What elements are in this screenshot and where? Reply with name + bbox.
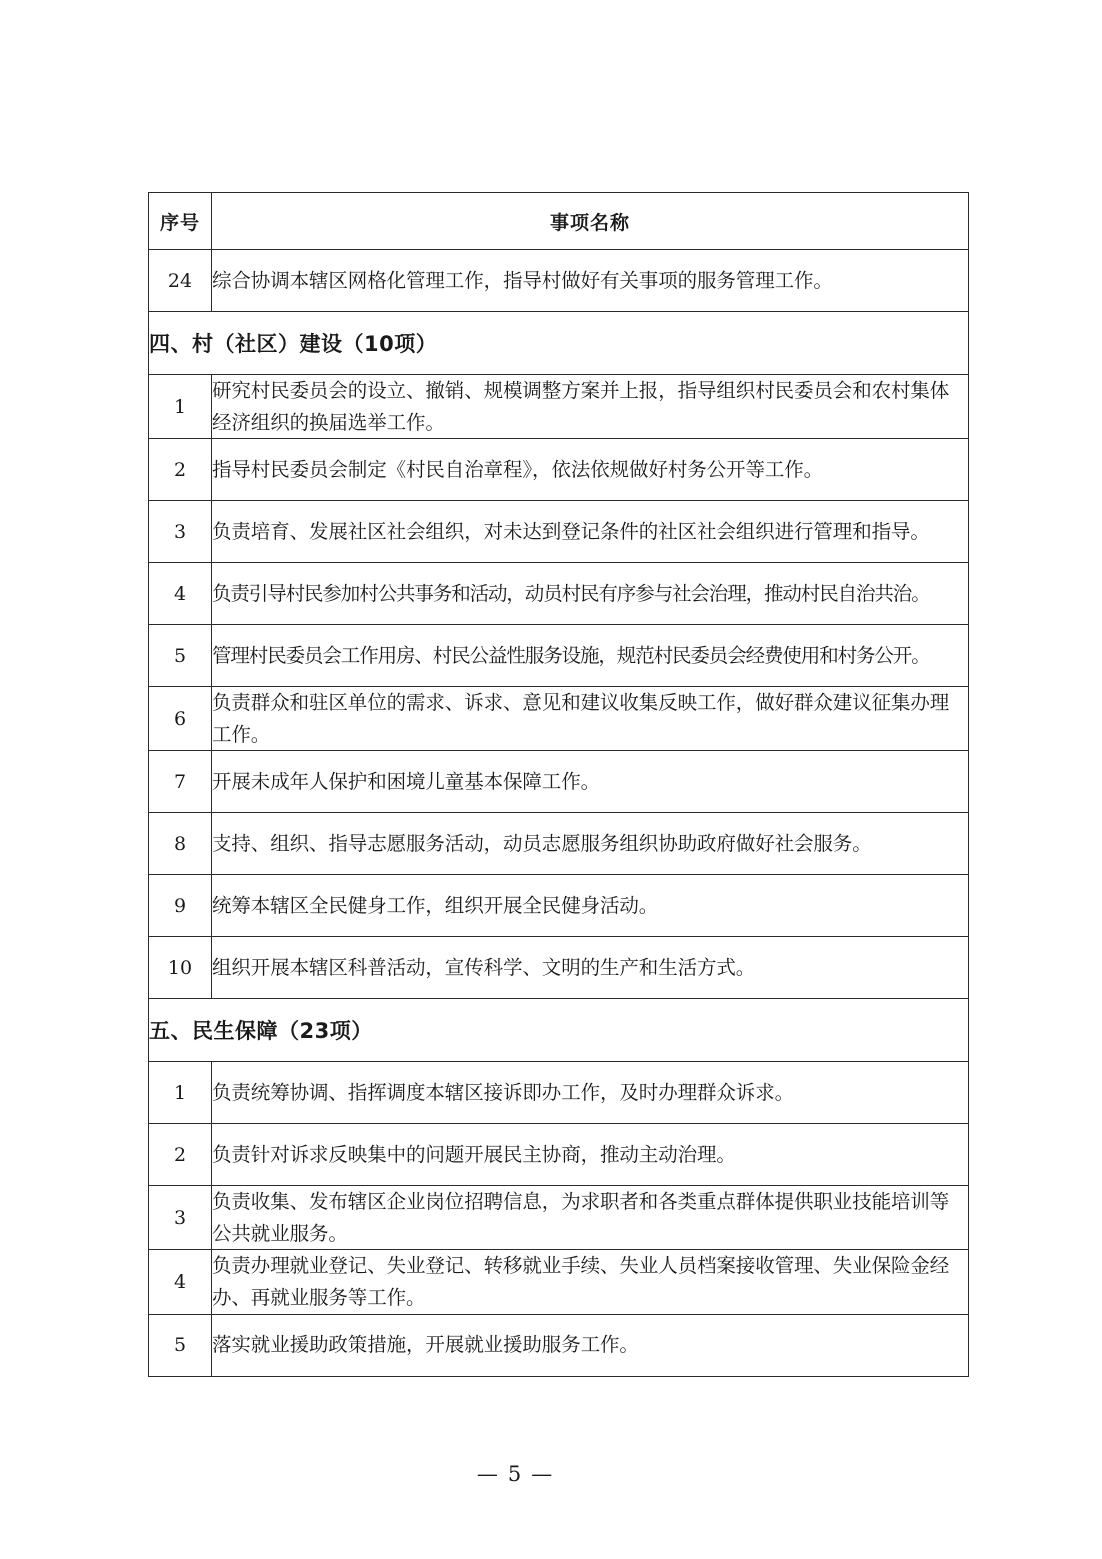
row-item-text: 负责引导村民参加村公共事务和活动，动员村民有序参与社会治理，推动村民自治共治。 bbox=[212, 563, 969, 625]
footer-dash-left: — bbox=[476, 1462, 501, 1486]
row-index-cell: 8 bbox=[149, 813, 212, 875]
row-item-text: 负责统筹协调、指挥调度本辖区接诉即办工作，及时办理群众诉求。 bbox=[212, 1062, 969, 1124]
row-item-text: 综合协调本辖区网格化管理工作，指导村做好有关事项的服务管理工作。 bbox=[212, 250, 969, 312]
row-item-text: 管理村民委员会工作用房、村民公益性服务设施，规范村民委员会经费使用和村务公开。 bbox=[212, 625, 969, 687]
row-item-text: 负责办理就业登记、失业登记、转移就业手续、失业人员档案接收管理、失业保险金经办、再就业服务等工作。 bbox=[212, 1250, 969, 1314]
table-row bbox=[149, 625, 969, 687]
row-index-cell: 10 bbox=[149, 937, 212, 999]
row-item-text: 负责收集、发布辖区企业岗位招聘信息，为求职者和各类重点群体提供职业技能培训等公共就业服务。 bbox=[212, 1186, 969, 1250]
column-header-index: 序号 bbox=[149, 193, 212, 250]
row-item-text: 指导村民委员会制定《村民自治章程》，依法依规做好村务公开等工作。 bbox=[212, 439, 969, 501]
table-row bbox=[149, 751, 969, 813]
row-index-cell: 2 bbox=[149, 1124, 212, 1186]
table-body bbox=[149, 250, 969, 1377]
row-item-text: 支持、组织、指导志愿服务活动，动员志愿服务组织协助政府做好社会服务。 bbox=[212, 813, 969, 875]
section-header-row bbox=[149, 999, 969, 1062]
row-item-text: 开展未成年人保护和困境儿童基本保障工作。 bbox=[212, 751, 969, 813]
table-row bbox=[149, 1124, 969, 1186]
table-row bbox=[149, 937, 969, 999]
row-item-text: 负责培育、发展社区社会组织，对未达到登记条件的社区社会组织进行管理和指导。 bbox=[212, 501, 969, 563]
table-row bbox=[149, 501, 969, 563]
section-heading: 五、民生保障（23项） bbox=[149, 999, 969, 1062]
table-row bbox=[149, 687, 969, 751]
table-row bbox=[149, 250, 969, 312]
row-index-cell: 1 bbox=[149, 1062, 212, 1124]
page-footer bbox=[0, 1462, 1102, 1486]
section-header-row bbox=[149, 312, 969, 375]
table-row bbox=[149, 875, 969, 937]
table-row bbox=[149, 1314, 969, 1376]
row-index-cell: 2 bbox=[149, 439, 212, 501]
row-index-cell: 1 bbox=[149, 375, 212, 439]
table-row bbox=[149, 1250, 969, 1314]
row-index-cell: 5 bbox=[149, 625, 212, 687]
table-row bbox=[149, 1062, 969, 1124]
table-row bbox=[149, 563, 969, 625]
row-item-text: 研究村民委员会的设立、撤销、规模调整方案并上报，指导组织村民委员会和农村集体经济组织的换届选举工作。 bbox=[212, 375, 969, 439]
row-index-cell: 24 bbox=[149, 250, 212, 312]
row-index-cell: 5 bbox=[149, 1314, 212, 1376]
row-index-cell: 4 bbox=[149, 563, 212, 625]
row-index-cell: 6 bbox=[149, 687, 212, 751]
row-item-text: 负责群众和驻区单位的需求、诉求、意见和建议收集反映工作，做好群众建议征集办理工作。 bbox=[212, 687, 969, 751]
row-index-cell: 3 bbox=[149, 1186, 212, 1250]
row-item-text: 统筹本辖区全民健身工作，组织开展全民健身活动。 bbox=[212, 875, 969, 937]
column-header-name: 事项名称 bbox=[212, 193, 969, 250]
row-item-text: 负责针对诉求反映集中的问题开展民主协商，推动主动治理。 bbox=[212, 1124, 969, 1186]
section-heading: 四、村（社区）建设（10项） bbox=[149, 312, 969, 375]
table-header-row bbox=[149, 193, 969, 250]
row-item-text: 落实就业援助政策措施，开展就业援助服务工作。 bbox=[212, 1314, 969, 1376]
row-index-cell: 9 bbox=[149, 875, 212, 937]
footer-dash-right: — bbox=[531, 1462, 556, 1486]
table-row bbox=[149, 1186, 969, 1250]
footer-page-number: 5 bbox=[507, 1462, 525, 1486]
table-head bbox=[149, 193, 969, 250]
items-table bbox=[148, 192, 969, 1377]
table-row bbox=[149, 375, 969, 439]
row-item-text: 组织开展本辖区科普活动，宣传科学、文明的生产和生活方式。 bbox=[212, 937, 969, 999]
row-index-cell: 3 bbox=[149, 501, 212, 563]
table-row bbox=[149, 813, 969, 875]
row-index-cell: 7 bbox=[149, 751, 212, 813]
row-index-cell: 4 bbox=[149, 1250, 212, 1314]
table-row bbox=[149, 439, 969, 501]
